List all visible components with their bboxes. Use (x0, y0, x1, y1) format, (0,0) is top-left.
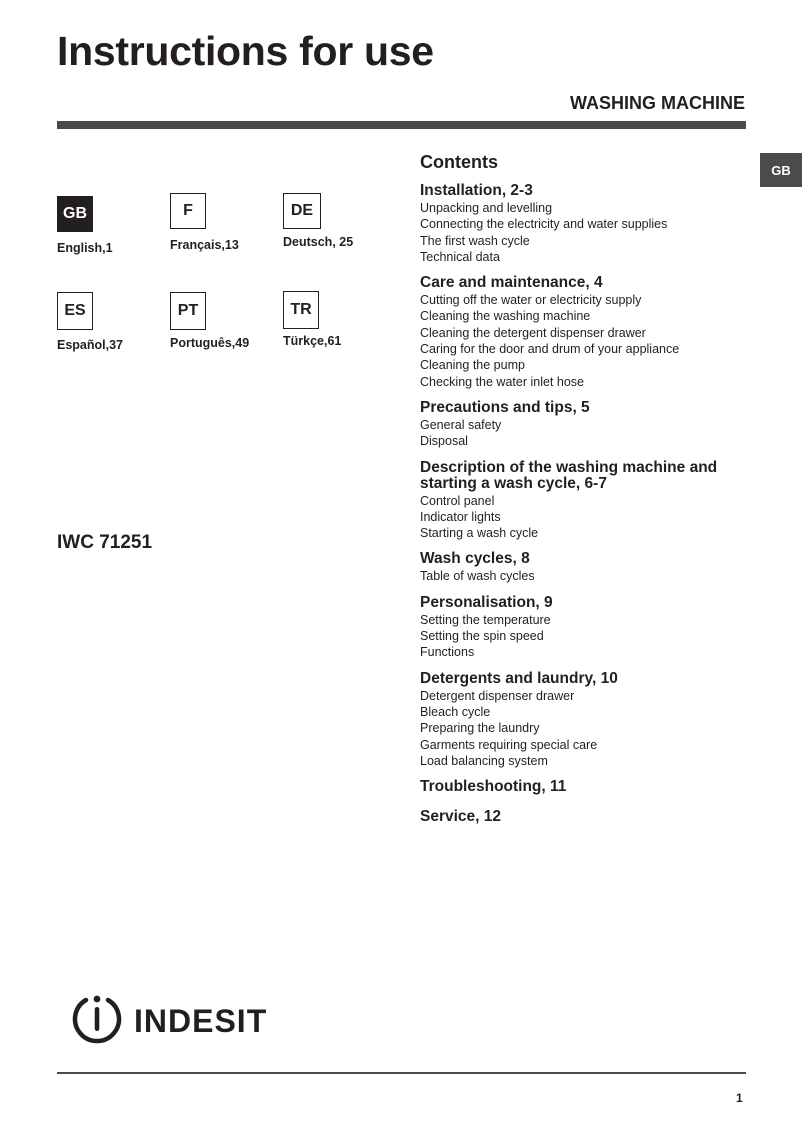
language-label: Français,13 (170, 238, 239, 252)
toc-item[interactable]: Technical data (420, 249, 500, 264)
toc-item[interactable]: Table of wash cycles (420, 569, 535, 584)
language-code-badge: DE (283, 193, 321, 229)
toc-section-troubleshooting (420, 779, 760, 795)
language-tr[interactable] (283, 291, 373, 348)
toc-item[interactable]: Bleach cycle (420, 704, 491, 719)
brand-wordmark: INDESIT (134, 1003, 268, 1039)
language-de[interactable] (283, 193, 373, 249)
language-code-badge: GB (57, 196, 93, 232)
toc-item[interactable]: The first wash cycle (420, 233, 530, 248)
header-divider (57, 121, 746, 129)
language-gb[interactable] (57, 196, 147, 255)
page-number: 1 (736, 1091, 743, 1105)
language-code-badge: PT (170, 292, 206, 330)
language-label: English,1 (57, 241, 113, 255)
language-code-badge: ES (57, 292, 93, 330)
toc-section-wash-cycles (420, 551, 760, 584)
toc-item[interactable]: Checking the water inlet hose (420, 374, 584, 389)
toc-item[interactable]: Load balancing system (420, 753, 548, 768)
toc-item[interactable]: Cutting off the water or electricity supply (420, 293, 642, 308)
model-number: IWC 71251 (57, 532, 153, 553)
toc-section-installation (420, 183, 760, 265)
toc-section-personalisation (420, 595, 760, 661)
toc-heading[interactable]: Wash cycles, 8 (420, 550, 530, 568)
language-label: Türkçe,61 (283, 334, 342, 348)
toc-heading[interactable]: Description of the washing machine and starting a wash cycle, 6-7 (420, 458, 718, 492)
brand-logo (70, 992, 267, 1051)
toc-item[interactable]: Cleaning the washing machine (420, 309, 591, 324)
toc-item[interactable]: Preparing the laundry (420, 721, 540, 736)
toc-section-service (420, 809, 760, 825)
language-label: Português,49 (170, 336, 250, 350)
toc-heading[interactable]: Personalisation, 9 (420, 593, 553, 611)
toc-heading[interactable]: Detergents and laundry, 10 (420, 669, 618, 687)
toc-heading[interactable]: Care and maintenance, 4 (420, 274, 603, 292)
toc-heading[interactable]: Precautions and tips, 5 (420, 398, 590, 416)
toc-section-description (420, 460, 760, 542)
indesit-i-logo-icon (70, 992, 124, 1051)
language-label: Deutsch, 25 (283, 235, 354, 249)
table-of-contents (420, 151, 760, 835)
toc-item[interactable]: Cleaning the detergent dispenser drawer (420, 325, 646, 340)
toc-item[interactable]: Caring for the door and drum of your appliance (420, 342, 680, 357)
page-title: Instructions for use (57, 28, 434, 74)
footer-divider (57, 1072, 746, 1074)
toc-section-precautions (420, 400, 760, 450)
toc-item[interactable]: Detergent dispenser drawer (420, 688, 575, 703)
toc-item[interactable]: Starting a wash cycle (420, 526, 539, 541)
toc-item[interactable]: Cleaning the pump (420, 358, 525, 373)
language-side-tab: GB (760, 153, 802, 187)
toc-item[interactable]: General safety (420, 417, 502, 432)
toc-item[interactable]: Control panel (420, 493, 495, 508)
toc-item[interactable]: Setting the temperature (420, 612, 551, 627)
language-pt[interactable] (170, 292, 260, 350)
contents-title: Contents (420, 152, 498, 172)
language-es[interactable] (57, 292, 147, 352)
language-code-badge: F (170, 193, 206, 229)
toc-item[interactable]: Unpacking and levelling (420, 201, 553, 215)
toc-heading[interactable]: Service, 12 (420, 808, 502, 826)
toc-item[interactable]: Connecting the electricity and water supplies (420, 217, 668, 232)
toc-item[interactable]: Indicator lights (420, 509, 501, 524)
toc-heading[interactable]: Troubleshooting, 11 (420, 778, 567, 796)
language-f[interactable] (170, 193, 260, 252)
product-type: WASHING MACHINE (570, 93, 745, 113)
toc-item[interactable]: Setting the spin speed (420, 629, 544, 644)
toc-section-care (420, 275, 760, 390)
toc-item[interactable]: Disposal (420, 434, 468, 449)
toc-item[interactable]: Functions (420, 645, 475, 660)
language-label: Español,37 (57, 338, 123, 352)
toc-section-detergents (420, 671, 760, 769)
toc-item[interactable]: Garments requiring special care (420, 737, 598, 752)
language-code-badge: TR (283, 291, 319, 329)
toc-heading[interactable]: Installation, 2-3 (420, 182, 533, 199)
